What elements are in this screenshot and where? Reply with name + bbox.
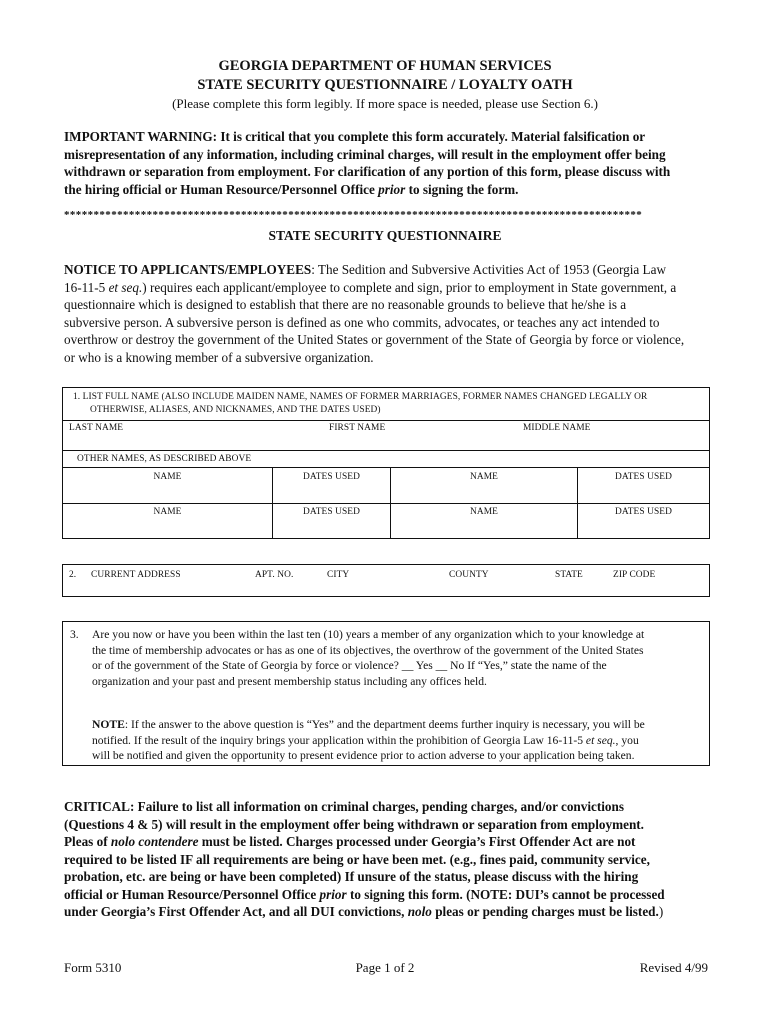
- county-label: COUNTY: [449, 570, 489, 580]
- section-title: STATE SECURITY QUESTIONNAIRE: [268, 228, 502, 243]
- last-name-label: LAST NAME: [69, 423, 124, 433]
- city-label: CITY: [327, 570, 350, 580]
- revised-date: Revised 4/99: [639, 960, 708, 975]
- middle-name-label: MIDDLE NAME: [523, 423, 591, 433]
- apt-no-label: APT. NO.: [255, 570, 294, 580]
- name-input-area[interactable]: [67, 436, 703, 450]
- other-name-3-label: NAME: [153, 507, 182, 517]
- q3-question: Are you now or have you been within the last ten (10) years a member of any organization which to your knowledge at the time of membership advocates or has as one of its objectives, the overthrow of the government of the United States or of the government of the State of Georgia by force or violence? __ Yes __ No If “Yes,” state the name of the organization and your past and present membership status including any offices held.: [92, 628, 645, 688]
- state-label: STATE: [555, 570, 583, 580]
- question-3-box: [62, 621, 710, 766]
- divider: [63, 450, 709, 451]
- divider: [63, 503, 709, 504]
- first-name-label: FIRST NAME: [329, 423, 386, 433]
- zip-code-label: ZIP CODE: [613, 570, 656, 580]
- question-1-box: [62, 387, 710, 539]
- header-agency: GEORGIA DEPARTMENT OF HUMAN SERVICES: [218, 58, 552, 74]
- q3-note: NOTE: If the answer to the above question is “Yes” and the department deems further inquiry is necessary, you will be notified. If the result of the inquiry brings your application within the prohibition of Georgia Law 16-11-5 et seq., you will be notified and given the opportunity to present evidence prior to action adverse to your application being taken.: [92, 718, 645, 762]
- dates-used-3-label: DATES USED: [303, 507, 360, 517]
- q3-number: 3.: [70, 628, 79, 641]
- notice-to-applicants: NOTICE TO APPLICANTS/EMPLOYEES: The Sedition and Subversive Activities Act of 1953 (Georgia Law 16-11-5 et seq.) requires each applicant/employee to complete and sign, prior to employment in State government, a questionnaire which is designed to establish that there are no reasonable grounds to believe that he/she is a subversive person. A subversive person is defined as one who commits, advocates, or teaches any act intended to overthrow or destroy the government of the United States or government of the State of Georgia by force or violence, or who is a knowing member of a subversive organization.: [64, 262, 685, 365]
- dates-used-2-label: DATES USED: [615, 472, 672, 482]
- question-2-box[interactable]: [62, 564, 710, 597]
- critical-notice: CRITICAL: Failure to list all information on criminal charges, pending charges, and/or convictions (Questions 4 & 5) will result in the employment offer being withdrawn or separation from employment. Pleas of nolo contendere must be listed. Charges processed under Georgia’s First Offender Act are not required to be listed IF all requirements are being or have been met. (e.g., fines paid, community service, probation, etc. are being or have been completed) If unsure of the status, please discuss with the hiring official or Human Resource/Personnel Office prior to signing this form. (NOTE: DUI’s cannot be processed under Georgia’s First Offender Act, and all DUI convictions, nolo pleas or pending charges must be listed.): [64, 799, 665, 919]
- form-number: Form 5310: [64, 960, 122, 975]
- important-warning: IMPORTANT WARNING: It is critical that you complete this form accurately. Material falsification or misrepresentation of any information, including criminal charges, will result in the employment offer being withdrawn or separation from employment. For clarification of any portion of this form, please discuss with the hiring official or Human Resource/Personnel Office prior to signing the form.: [64, 129, 671, 197]
- other-names-label: OTHER NAMES, AS DESCRIBED ABOVE: [77, 454, 252, 464]
- dates-used-4-label: DATES USED: [615, 507, 672, 517]
- other-name-1-label: NAME: [153, 472, 182, 482]
- asterisk-divider: **************************************************************************************************: [64, 209, 643, 221]
- q1-title-line2: OTHERWISE, ALIASES, AND NICKNAMES, AND THE DATES USED): [90, 405, 381, 415]
- header-form-title: STATE SECURITY QUESTIONNAIRE / LOYALTY OATH: [197, 77, 573, 93]
- dates-used-1-label: DATES USED: [303, 472, 360, 482]
- divider: [63, 467, 709, 468]
- header-instructions: (Please complete this form legibly. If more space is needed, please use Section 6.): [172, 96, 598, 111]
- current-address-label: CURRENT ADDRESS: [91, 570, 181, 580]
- divider: [63, 420, 709, 421]
- q2-number: 2.: [69, 570, 77, 580]
- other-name-2-label: NAME: [469, 472, 498, 482]
- page-number: Page 1 of 2: [355, 960, 415, 975]
- q1-title-line1: 1. LIST FULL NAME (ALSO INCLUDE MAIDEN NAME, NAMES OF FORMER MARRIAGES, FORMER NAMES CHANGED LEGALLY OR: [73, 392, 648, 402]
- other-name-4-label: NAME: [469, 507, 498, 517]
